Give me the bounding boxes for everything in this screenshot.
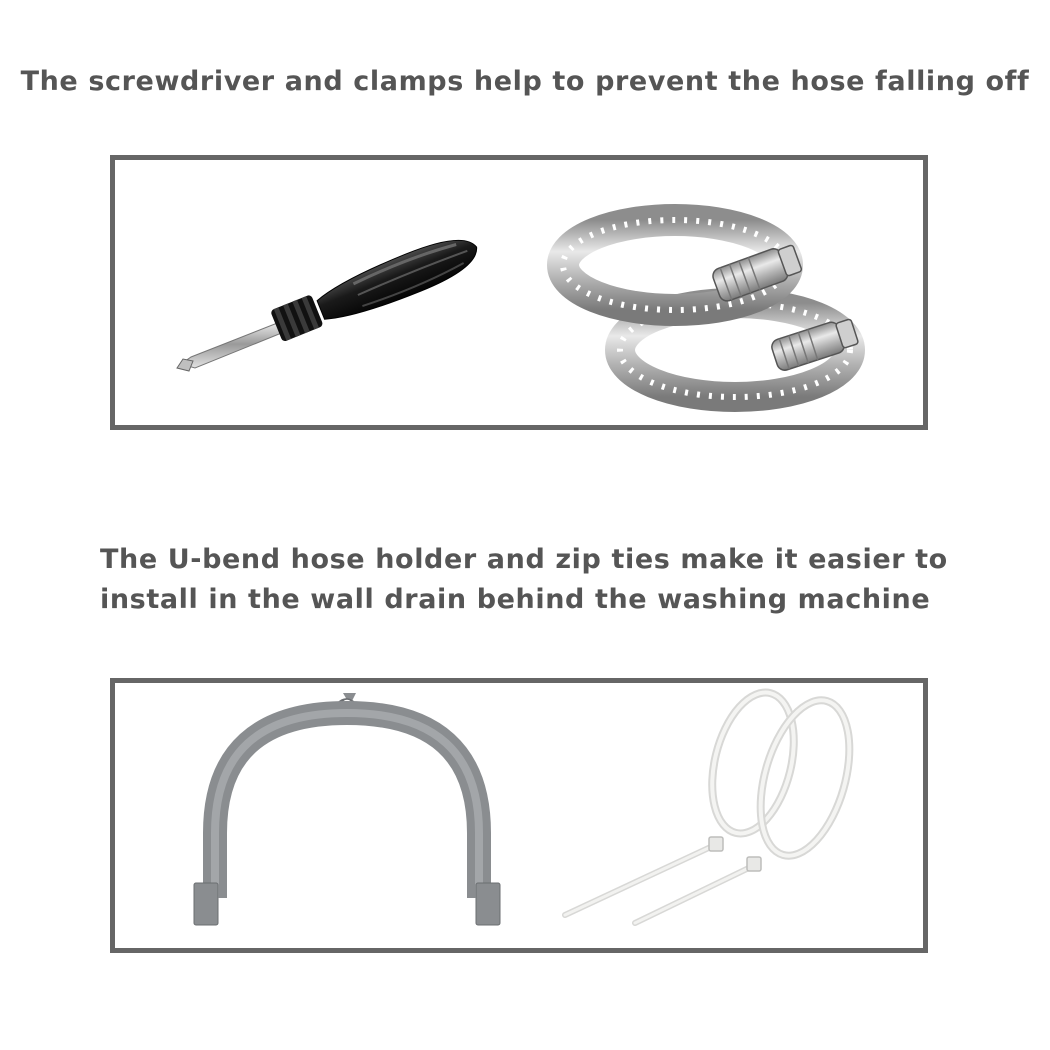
accessories-illustration [115, 683, 923, 948]
hose-clamp-front [563, 220, 803, 310]
caption-bottom-line1: The U-bend hose holder and zip ties make it easier to [100, 544, 948, 575]
zip-ties-icon [565, 684, 866, 923]
hose-clamps-icon [563, 220, 860, 397]
u-bend-hose-holder-icon [194, 693, 500, 925]
accessories-panel [110, 678, 928, 953]
caption-bottom-line2: install in the wall drain behind the washing machine [100, 584, 931, 615]
caption-top: The screwdriver and clamps help to prevent the hose falling off [20, 66, 1030, 97]
caption-bottom [100, 540, 1000, 620]
tools-panel [110, 155, 928, 430]
screwdriver-icon [177, 228, 484, 371]
tools-illustration [115, 160, 923, 425]
